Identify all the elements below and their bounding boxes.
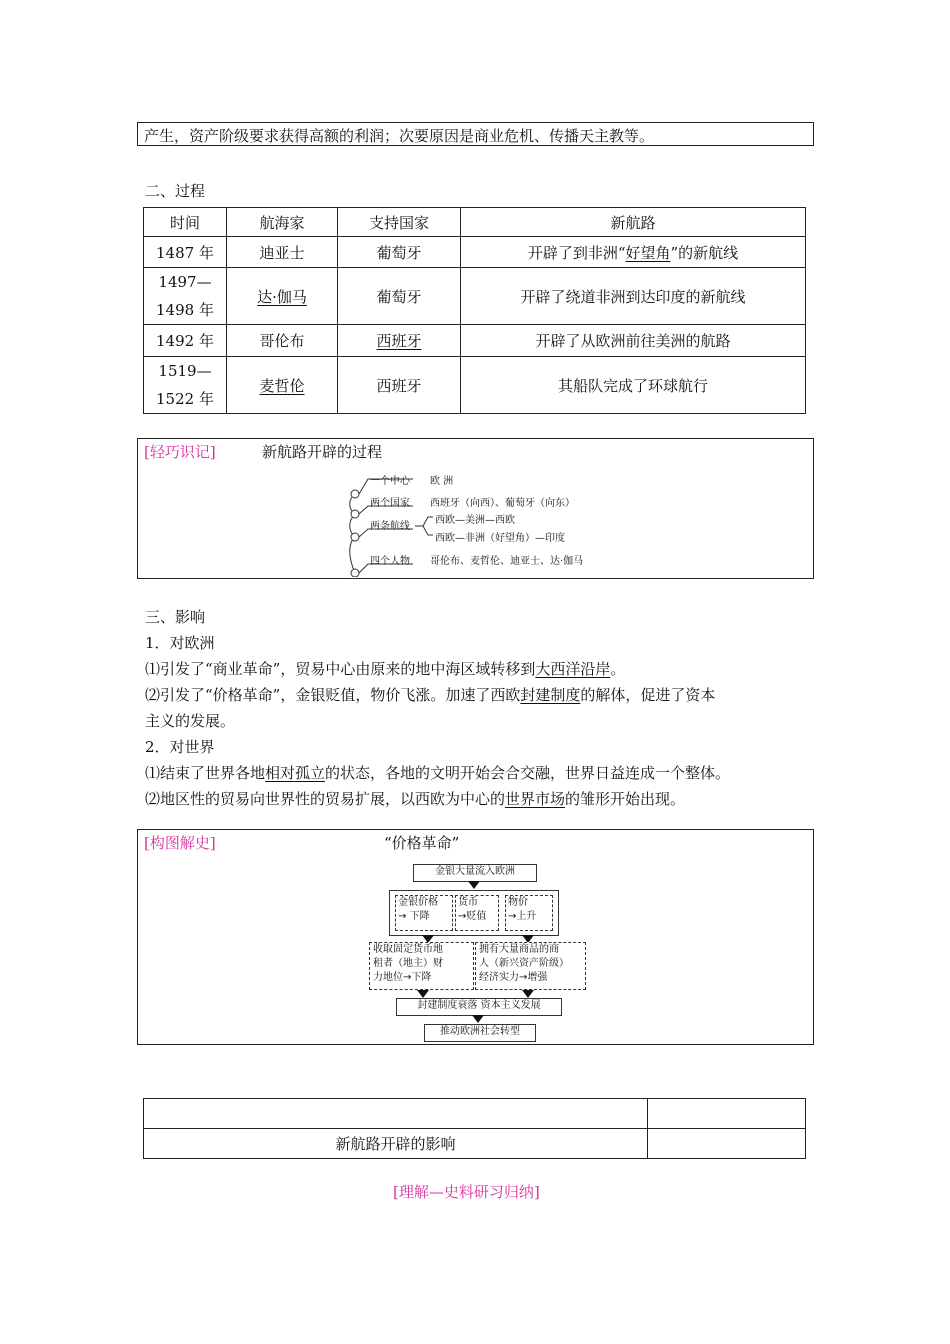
route-underlined: 好望角 (625, 243, 671, 262)
text: 人（新兴资产阶级） (479, 958, 569, 969)
navigator-cell: 哥伦布 (227, 325, 338, 357)
arrow-glyph: → (508, 911, 517, 922)
mindmap-label: 两条航线 (370, 521, 410, 532)
bottom-cell-empty (144, 1099, 648, 1129)
arrow-glyph: → (403, 972, 412, 983)
mindmap-label: 一个中心 (370, 476, 410, 487)
time-cell: 1519— 1522 年 (144, 357, 227, 414)
text: 的雏形开始出现。 (565, 790, 686, 808)
underlined-term: 相对孤立 (265, 764, 326, 782)
flow-box-landlords (369, 942, 474, 990)
bottom-table-title: 新航路开辟的影响 (144, 1129, 648, 1159)
text-row (373, 971, 473, 985)
time-cell: 1492 年 (144, 325, 227, 357)
arrow-glyph: → (458, 911, 467, 922)
table-row (144, 325, 806, 357)
route-cell: 开辟了从欧洲前往美洲的航路 (461, 325, 806, 357)
arrow-glyph: → (519, 972, 528, 983)
text: 货币 (458, 897, 478, 908)
node-circle (351, 569, 359, 577)
europe-point-2-cont: 主义的发展。 (145, 712, 236, 730)
text: 增强 (527, 972, 548, 983)
section-3 (145, 604, 815, 812)
table-row (144, 357, 806, 414)
mindmap-value: 哥伦布、麦哲伦、迪亚士、达·伽马 (430, 556, 584, 567)
text: 的状态，各地的文明开始会合交融，世界日益连成一个整体。 (325, 764, 731, 782)
diagram-title: “价格革命” (384, 834, 460, 852)
arrow-glyph: → (398, 911, 407, 922)
text-row (479, 971, 585, 985)
text: 收取固定货币地 (373, 944, 443, 955)
node-circle (351, 510, 359, 518)
text: 经济实力 (479, 972, 519, 983)
diagram-box (137, 829, 814, 1045)
route-cell: 其船队完成了环球航行 (461, 357, 806, 414)
text: 物价 (508, 897, 528, 908)
node-circle (351, 490, 359, 498)
footer-link[interactable]: [理解—史料研习归纳] (393, 1183, 540, 1201)
memory-title: 新航路开辟的过程 (262, 443, 383, 461)
country-cell: 葡萄牙 (338, 268, 461, 325)
text: 拥有大量商品的商 (479, 944, 559, 955)
text: ⑴结束了世界各地 (145, 764, 266, 782)
header-navigator: 航海家 (227, 208, 338, 237)
mindmap-value: 西欧—美洲—西欧 (435, 515, 515, 526)
down-arrow (522, 990, 534, 998)
table-row (144, 237, 806, 268)
underlined-term: 大西洋沿岸 (535, 660, 611, 678)
world-point-1 (145, 760, 815, 786)
header-time: 时间 (144, 208, 227, 237)
text: ⑵地区性的贸易向世界性的贸易扩展，以西欧为中心的 (145, 790, 506, 808)
mindmap-value: 西班牙（向西）、葡萄牙（向东） (430, 498, 575, 509)
down-arrow (472, 1015, 484, 1023)
flow-box-gold-price (395, 895, 453, 931)
route-cell: 开辟了绕道非洲到达印度的新航线 (461, 268, 806, 325)
flow-row4-box: 封建制度衰落 资本主义发展 (396, 998, 562, 1016)
flow-top-box: 金银大量流入欧洲 (413, 864, 537, 882)
bottom-cell-empty (648, 1129, 806, 1159)
node-circle (351, 533, 359, 541)
flow-bottom-box: 推动欧洲社会转型 (424, 1024, 536, 1042)
navigator-cell (227, 268, 338, 325)
text-row (508, 910, 552, 924)
bottom-table (143, 1098, 806, 1159)
time-cell: 1497— 1498 年 (144, 268, 227, 325)
table-row (144, 268, 806, 325)
text-row (398, 910, 452, 924)
mindmap-value: 西欧—非洲（好望角）—印度 (435, 533, 565, 544)
underlined-term: 封建制度 (520, 686, 581, 704)
text: ⑵引发了“价格革命”，金银贬值，物价飞涨。加速了西欧 (145, 686, 521, 704)
process-table (143, 207, 806, 414)
top-text-box (137, 122, 814, 146)
flow-box-currency (455, 895, 499, 931)
down-arrow (417, 990, 429, 998)
mindmap-value: 欧 洲 (430, 476, 454, 487)
route-cell (461, 237, 806, 268)
down-arrow (468, 881, 480, 889)
route-text: 开辟了到非洲“ (527, 243, 626, 262)
mindmap-label: 两个国家 (370, 498, 410, 509)
text: 租者（地主）财 (373, 958, 443, 969)
text: 贬值 (466, 911, 487, 922)
country-cell (338, 325, 461, 357)
navigator-cell: 迪亚士 (227, 237, 338, 268)
diagram-tag: [构图解史] (144, 834, 216, 852)
text: 下降 (411, 972, 432, 983)
flow-box-merchants (475, 942, 586, 990)
navigator-underlined: 麦哲伦 (259, 376, 305, 395)
text: 。 (610, 660, 626, 678)
section-3-title: 三、影响 (145, 608, 206, 626)
section-2-title: 二、过程 (145, 182, 206, 200)
europe-title: 1．对欧洲 (145, 634, 215, 652)
memory-tag: [轻巧识记] (144, 443, 216, 461)
flow-box-prices (505, 895, 553, 931)
world-title: 2．对世界 (145, 738, 215, 756)
text: 下降 (409, 911, 430, 922)
country-cell: 西班牙 (338, 357, 461, 414)
world-point-2 (145, 786, 815, 812)
header-route: 新航路 (461, 208, 806, 237)
top-box-text: 产生，资产阶级要求获得高额的利润；次要原因是商业危机、传播天主教等。 (144, 127, 655, 145)
header-country: 支持国家 (338, 208, 461, 237)
navigator-cell (227, 357, 338, 414)
text: 金银价格 (398, 897, 438, 908)
europe-point-1 (145, 656, 815, 682)
europe-point-2 (145, 682, 815, 708)
text: 上升 (516, 911, 537, 922)
text: 的解体，促进了资本 (580, 686, 716, 704)
time-cell: 1487 年 (144, 237, 227, 268)
text-row (458, 910, 498, 924)
mindmap-label: 四个人物 (370, 556, 410, 567)
memory-box (137, 438, 814, 579)
route-text-end: ”的新航线 (670, 243, 739, 262)
navigator-underlined: 达·伽马 (257, 287, 307, 306)
text: ⑴引发了“商业革命”，贸易中心由原来的地中海区域转移到 (145, 660, 536, 678)
text: 力地位 (373, 972, 403, 983)
underlined-term: 世界市场 (505, 790, 566, 808)
bottom-cell-empty (648, 1099, 806, 1129)
country-underlined: 西班牙 (376, 332, 422, 350)
country-cell: 葡萄牙 (338, 237, 461, 268)
